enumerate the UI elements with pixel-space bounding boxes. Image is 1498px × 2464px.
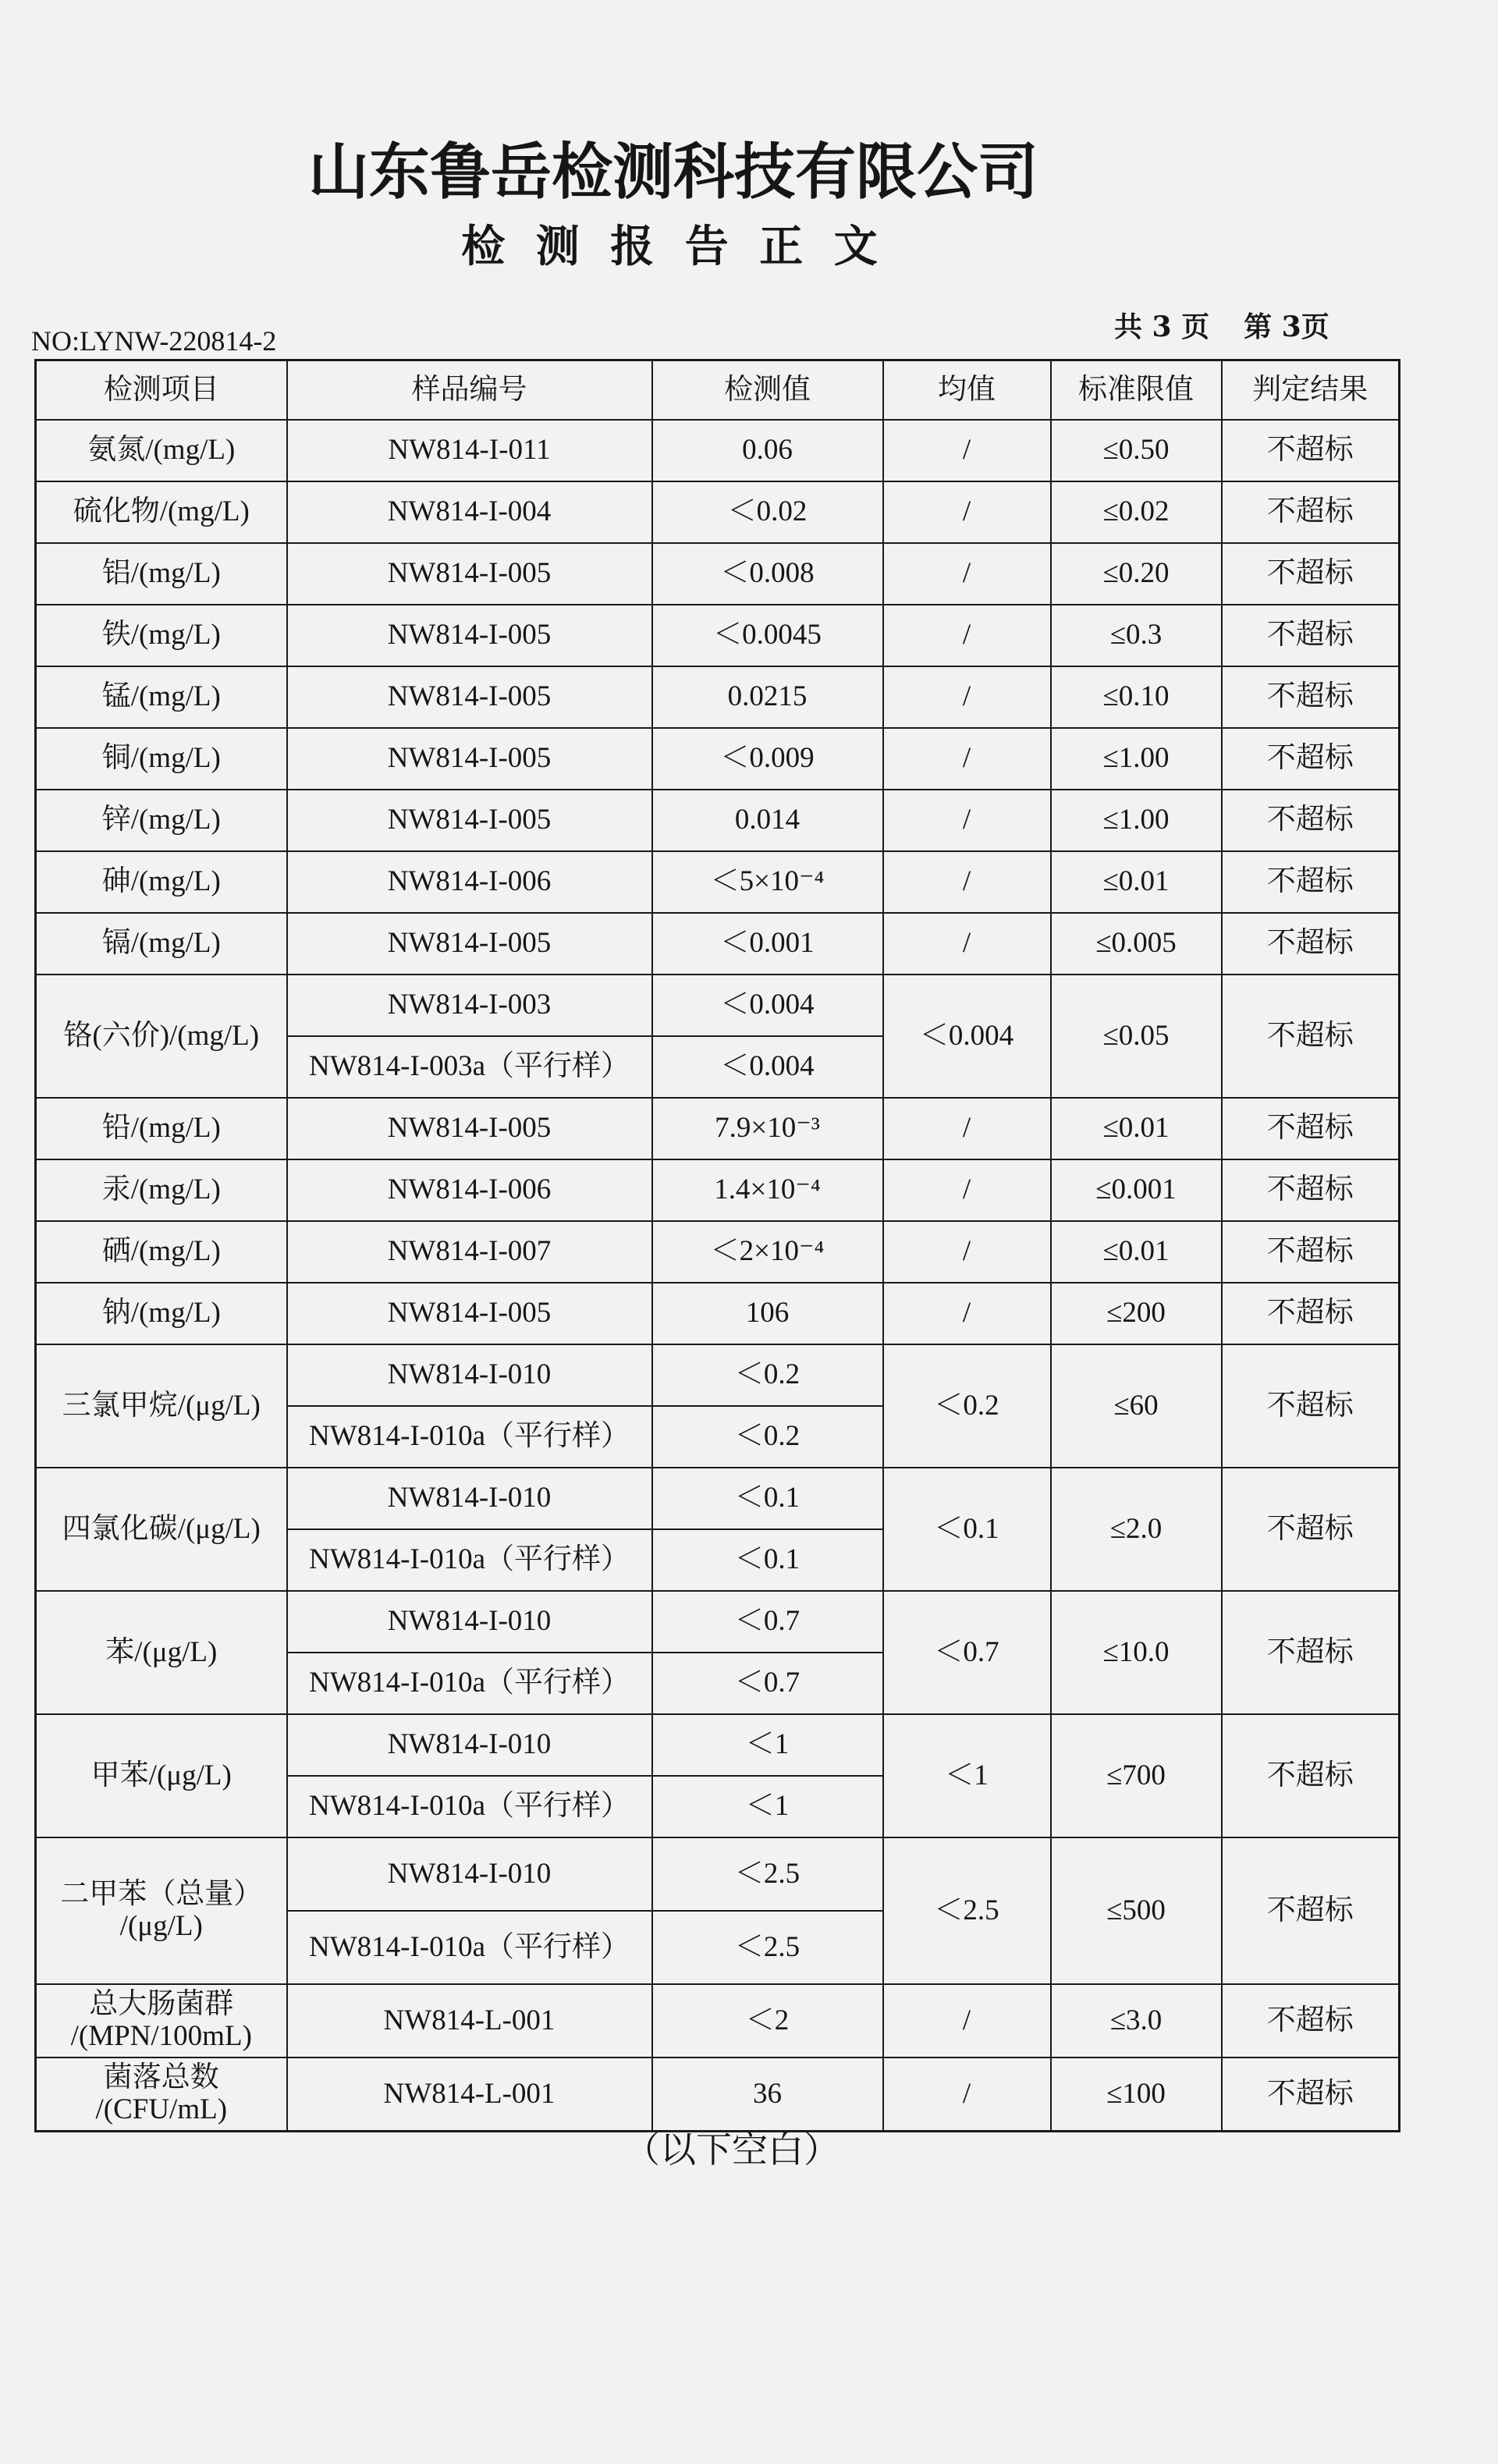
table-row bbox=[36, 728, 1400, 790]
cell-value: ＜2×10⁻⁴ bbox=[652, 1221, 883, 1283]
cell-mean: / bbox=[883, 1984, 1051, 2057]
cell-limit: ≤0.50 bbox=[1051, 420, 1222, 481]
table-body bbox=[36, 420, 1400, 2132]
cell-value: ＜0.2 bbox=[652, 1344, 883, 1406]
table-row bbox=[36, 543, 1400, 605]
cell-sample: NW814-L-001 bbox=[287, 1984, 652, 2057]
cell-value: ＜0.001 bbox=[652, 913, 883, 975]
cell-value: ＜0.0045 bbox=[652, 605, 883, 666]
cell-value: 36 bbox=[652, 2057, 883, 2132]
cell-sample: NW814-I-005 bbox=[287, 1283, 652, 1344]
table-row bbox=[36, 913, 1400, 975]
cell-result: 不超标 bbox=[1222, 1344, 1400, 1468]
cell-limit: ≤0.10 bbox=[1051, 666, 1222, 728]
cell-result: 不超标 bbox=[1222, 1098, 1400, 1159]
cell-result: 不超标 bbox=[1222, 1984, 1400, 2057]
cell-result: 不超标 bbox=[1222, 975, 1400, 1098]
cell-value: 0.06 bbox=[652, 420, 883, 481]
cell-result: 不超标 bbox=[1222, 1221, 1400, 1283]
cell-item: 总大肠菌群 /(MPN/100mL) bbox=[36, 1984, 287, 2057]
table-row bbox=[36, 1591, 1400, 1653]
cell-value: ＜0.7 bbox=[652, 1591, 883, 1653]
cell-mean: / bbox=[883, 481, 1051, 543]
cell-sample: NW814-I-010a（平行样） bbox=[287, 1406, 652, 1468]
cell-result: 不超标 bbox=[1222, 790, 1400, 851]
cell-result: 不超标 bbox=[1222, 543, 1400, 605]
cell-sample: NW814-I-005 bbox=[287, 1098, 652, 1159]
cell-sample: NW814-L-001 bbox=[287, 2057, 652, 2132]
cell-mean: / bbox=[883, 1098, 1051, 1159]
cell-item: 汞/(mg/L) bbox=[36, 1159, 287, 1221]
cell-sample: NW814-I-004 bbox=[287, 481, 652, 543]
cell-item: 氨氮/(mg/L) bbox=[36, 420, 287, 481]
cell-value: 106 bbox=[652, 1283, 883, 1344]
cell-mean: / bbox=[883, 1283, 1051, 1344]
column-header-item: 检测项目 bbox=[36, 360, 287, 421]
table-row bbox=[36, 790, 1400, 851]
cell-mean: / bbox=[883, 543, 1051, 605]
cell-limit: ≤10.0 bbox=[1051, 1591, 1222, 1714]
page-total: 共 3 页 bbox=[1114, 311, 1210, 343]
cell-sample: NW814-I-010 bbox=[287, 1591, 652, 1653]
table-row bbox=[36, 666, 1400, 728]
cell-item: 钠/(mg/L) bbox=[36, 1283, 287, 1344]
cell-limit: ≤100 bbox=[1051, 2057, 1222, 2132]
cell-result: 不超标 bbox=[1222, 605, 1400, 666]
cell-value: ＜0.004 bbox=[652, 1036, 883, 1098]
cell-value: ＜2.5 bbox=[652, 1911, 883, 1984]
table-row bbox=[36, 1714, 1400, 1776]
cell-sample: NW814-I-005 bbox=[287, 666, 652, 728]
cell-limit: ≤0.001 bbox=[1051, 1159, 1222, 1221]
cell-sample: NW814-I-005 bbox=[287, 913, 652, 975]
cell-result: 不超标 bbox=[1222, 728, 1400, 790]
page-current: 第 3页 bbox=[1244, 311, 1329, 343]
cell-limit: ≤60 bbox=[1051, 1344, 1222, 1468]
cell-mean: ＜1 bbox=[883, 1714, 1051, 1837]
cell-result: 不超标 bbox=[1222, 1283, 1400, 1344]
cell-item: 铅/(mg/L) bbox=[36, 1098, 287, 1159]
cell-sample: NW814-I-010a（平行样） bbox=[287, 1911, 652, 1984]
cell-value: 0.0215 bbox=[652, 666, 883, 728]
table-row bbox=[36, 1984, 1400, 2057]
cell-item: 铬(六价)/(mg/L) bbox=[36, 975, 287, 1098]
cell-item: 锰/(mg/L) bbox=[36, 666, 287, 728]
cell-result: 不超标 bbox=[1222, 666, 1400, 728]
table-row bbox=[36, 975, 1400, 1036]
cell-sample: NW814-I-010a（平行样） bbox=[287, 1776, 652, 1837]
cell-result: 不超标 bbox=[1222, 1714, 1400, 1837]
cell-sample: NW814-I-010 bbox=[287, 1344, 652, 1406]
cell-result: 不超标 bbox=[1222, 1837, 1400, 1984]
cell-item: 镉/(mg/L) bbox=[36, 913, 287, 975]
cell-sample: NW814-I-010 bbox=[287, 1837, 652, 1911]
cell-limit: ≤0.02 bbox=[1051, 481, 1222, 543]
table-row bbox=[36, 2057, 1400, 2132]
table-row bbox=[36, 481, 1400, 543]
column-header-result: 判定结果 bbox=[1222, 360, 1400, 421]
cell-mean: / bbox=[883, 851, 1051, 913]
cell-value: 7.9×10⁻³ bbox=[652, 1098, 883, 1159]
cell-mean: / bbox=[883, 1221, 1051, 1283]
cell-value: ＜0.7 bbox=[652, 1653, 883, 1714]
cell-value: ＜0.008 bbox=[652, 543, 883, 605]
cell-limit: ≤1.00 bbox=[1051, 728, 1222, 790]
cell-result: 不超标 bbox=[1222, 2057, 1400, 2132]
cell-limit: ≤200 bbox=[1051, 1283, 1222, 1344]
table-row bbox=[36, 605, 1400, 666]
cell-item: 菌落总数 /(CFU/mL) bbox=[36, 2057, 287, 2132]
footer-note: （以下空白） bbox=[624, 2128, 840, 2171]
document-title: 检 测 报 告 正 文 bbox=[461, 221, 886, 272]
cell-sample: NW814-I-010a（平行样） bbox=[287, 1653, 652, 1714]
cell-limit: ≤0.20 bbox=[1051, 543, 1222, 605]
cell-value: ＜0.009 bbox=[652, 728, 883, 790]
cell-limit: ≤500 bbox=[1051, 1837, 1222, 1984]
cell-limit: ≤0.005 bbox=[1051, 913, 1222, 975]
cell-mean: / bbox=[883, 605, 1051, 666]
cell-sample: NW814-I-003a（平行样） bbox=[287, 1036, 652, 1098]
cell-limit: ≤0.05 bbox=[1051, 975, 1222, 1098]
cell-mean: / bbox=[883, 790, 1051, 851]
table-row bbox=[36, 1468, 1400, 1529]
cell-mean: / bbox=[883, 2057, 1051, 2132]
table-row bbox=[36, 1283, 1400, 1344]
cell-mean: / bbox=[883, 666, 1051, 728]
cell-sample: NW814-I-007 bbox=[287, 1221, 652, 1283]
cell-value: 0.014 bbox=[652, 790, 883, 851]
cell-sample: NW814-I-010 bbox=[287, 1714, 652, 1776]
company-name: 山东鲁岳检测科技有限公司 bbox=[307, 137, 1038, 208]
cell-limit: ≤0.01 bbox=[1051, 1098, 1222, 1159]
cell-mean: ＜0.004 bbox=[883, 975, 1051, 1098]
cell-limit: ≤0.01 bbox=[1051, 851, 1222, 913]
cell-limit: ≤1.00 bbox=[1051, 790, 1222, 851]
cell-result: 不超标 bbox=[1222, 1591, 1400, 1714]
table-row bbox=[36, 1098, 1400, 1159]
table-row bbox=[36, 1837, 1400, 1911]
cell-value: 1.4×10⁻⁴ bbox=[652, 1159, 883, 1221]
cell-result: 不超标 bbox=[1222, 481, 1400, 543]
cell-value: ＜1 bbox=[652, 1776, 883, 1837]
column-header-value: 检测值 bbox=[652, 360, 883, 421]
table-header-row bbox=[36, 360, 1400, 421]
cell-result: 不超标 bbox=[1222, 1159, 1400, 1221]
cell-value: ＜5×10⁻⁴ bbox=[652, 851, 883, 913]
table-row bbox=[36, 1221, 1400, 1283]
cell-limit: ≤0.01 bbox=[1051, 1221, 1222, 1283]
report-table bbox=[34, 359, 1400, 2132]
cell-item: 三氯甲烷/(μg/L) bbox=[36, 1344, 287, 1468]
cell-item: 铝/(mg/L) bbox=[36, 543, 287, 605]
cell-limit: ≤3.0 bbox=[1051, 1984, 1222, 2057]
cell-sample: NW814-I-011 bbox=[287, 420, 652, 481]
cell-limit: ≤2.0 bbox=[1051, 1468, 1222, 1591]
cell-value: ＜2.5 bbox=[652, 1837, 883, 1911]
cell-result: 不超标 bbox=[1222, 420, 1400, 481]
cell-sample: NW814-I-010a（平行样） bbox=[287, 1529, 652, 1591]
cell-item: 铜/(mg/L) bbox=[36, 728, 287, 790]
cell-item: 甲苯/(μg/L) bbox=[36, 1714, 287, 1837]
cell-mean: / bbox=[883, 728, 1051, 790]
table-row bbox=[36, 851, 1400, 913]
cell-item: 硫化物/(mg/L) bbox=[36, 481, 287, 543]
cell-mean: / bbox=[883, 913, 1051, 975]
cell-item: 二甲苯（总量） /(μg/L) bbox=[36, 1837, 287, 1984]
cell-sample: NW814-I-006 bbox=[287, 1159, 652, 1221]
table-row bbox=[36, 1159, 1400, 1221]
cell-sample: NW814-I-006 bbox=[287, 851, 652, 913]
cell-value: ＜2 bbox=[652, 1984, 883, 2057]
cell-item: 砷/(mg/L) bbox=[36, 851, 287, 913]
cell-value: ＜0.2 bbox=[652, 1406, 883, 1468]
report-number: NO:LYNW-220814-2 bbox=[31, 325, 277, 357]
cell-sample: NW814-I-010 bbox=[287, 1468, 652, 1529]
cell-sample: NW814-I-005 bbox=[287, 728, 652, 790]
cell-item: 四氯化碳/(μg/L) bbox=[36, 1468, 287, 1591]
cell-mean: / bbox=[883, 420, 1051, 481]
cell-sample: NW814-I-005 bbox=[287, 543, 652, 605]
cell-value: ＜0.1 bbox=[652, 1529, 883, 1591]
cell-mean: ＜0.7 bbox=[883, 1591, 1051, 1714]
cell-item: 铁/(mg/L) bbox=[36, 605, 287, 666]
table-row bbox=[36, 420, 1400, 481]
cell-value: ＜0.02 bbox=[652, 481, 883, 543]
column-header-limit: 标准限值 bbox=[1051, 360, 1222, 421]
cell-sample: NW814-I-003 bbox=[287, 975, 652, 1036]
cell-item: 硒/(mg/L) bbox=[36, 1221, 287, 1283]
cell-mean: ＜0.1 bbox=[883, 1468, 1051, 1591]
cell-value: ＜0.004 bbox=[652, 975, 883, 1036]
cell-sample: NW814-I-005 bbox=[287, 790, 652, 851]
column-header-sample: 样品编号 bbox=[287, 360, 652, 421]
cell-value: ＜0.1 bbox=[652, 1468, 883, 1529]
cell-result: 不超标 bbox=[1222, 913, 1400, 975]
cell-sample: NW814-I-005 bbox=[287, 605, 652, 666]
cell-value: ＜1 bbox=[652, 1714, 883, 1776]
cell-mean: ＜0.2 bbox=[883, 1344, 1051, 1468]
cell-result: 不超标 bbox=[1222, 1468, 1400, 1591]
table-row bbox=[36, 1344, 1400, 1406]
cell-item: 锌/(mg/L) bbox=[36, 790, 287, 851]
cell-limit: ≤0.3 bbox=[1051, 605, 1222, 666]
cell-mean: ＜2.5 bbox=[883, 1837, 1051, 1984]
cell-item: 苯/(μg/L) bbox=[36, 1591, 287, 1714]
page-info bbox=[1114, 312, 1329, 343]
cell-result: 不超标 bbox=[1222, 851, 1400, 913]
cell-mean: / bbox=[883, 1159, 1051, 1221]
column-header-mean: 均值 bbox=[883, 360, 1051, 421]
cell-limit: ≤700 bbox=[1051, 1714, 1222, 1837]
